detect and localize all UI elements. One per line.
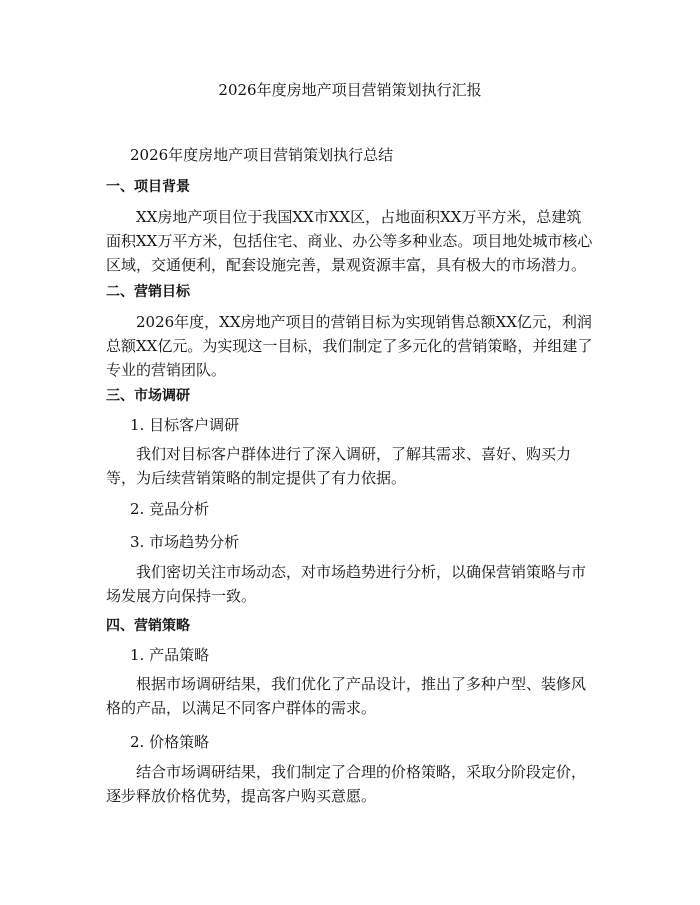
summary-line: 2026年度房地产项目营销策划执行总结 (130, 146, 394, 164)
section-heading-goals: 二、营销目标 (106, 284, 190, 300)
research-item-1-label: 1. 目标客户调研 (130, 416, 240, 434)
research-item-3-label: 3. 市场趋势分析 (130, 533, 240, 551)
research-item-1-para: 我们对目标客户群体进行了深入调研，了解其需求、喜好、购买力等，为后续营销策略的制定提供了有力依据。 (106, 445, 572, 487)
strategy-item-1-para: 根据市场调研结果，我们优化了产品设计，推出了多种户型、装修风格的产品，以满足不同客户群体的需求。 (106, 675, 587, 717)
research-item-2-label: 2. 竞品分析 (130, 500, 210, 518)
section-heading-strategy: 四、营销策略 (106, 618, 190, 634)
section-para-background: XX房地产项目位于我国XX市XX区，占地面积XX万平方米，总建筑面积XX万平方米，包括住宅、商业、办公等多种业态。项目地处城市核心区域，交通便利，配套设施完善，景观资源丰富，具有极大的市场潜力。 (106, 208, 593, 274)
section-heading-research: 三、市场调研 (106, 388, 190, 404)
document-title: 2026年度房地产项目营销策划执行汇报 (218, 81, 482, 99)
strategy-item-2-label: 2. 价格策略 (130, 733, 210, 751)
section-para-goals: 2026年度，XX房地产项目的营销目标为实现销售总额XX亿元，利润总额XX亿元。为实现这一目标，我们制定了多元化的营销策略，并组建了专业的营销团队。 (106, 313, 593, 379)
strategy-item-2-para: 结合市场调研结果，我们制定了合理的价格策略，采取分阶段定价，逐步释放价格优势，提高客户购买意愿。 (106, 763, 587, 805)
section-heading-background: 一、项目背景 (106, 179, 190, 195)
strategy-item-1-label: 1. 产品策略 (130, 646, 210, 664)
research-item-3-para: 我们密切关注市场动态，对市场趋势进行分析，以确保营销策略与市场发展方向保持一致。 (106, 563, 587, 605)
